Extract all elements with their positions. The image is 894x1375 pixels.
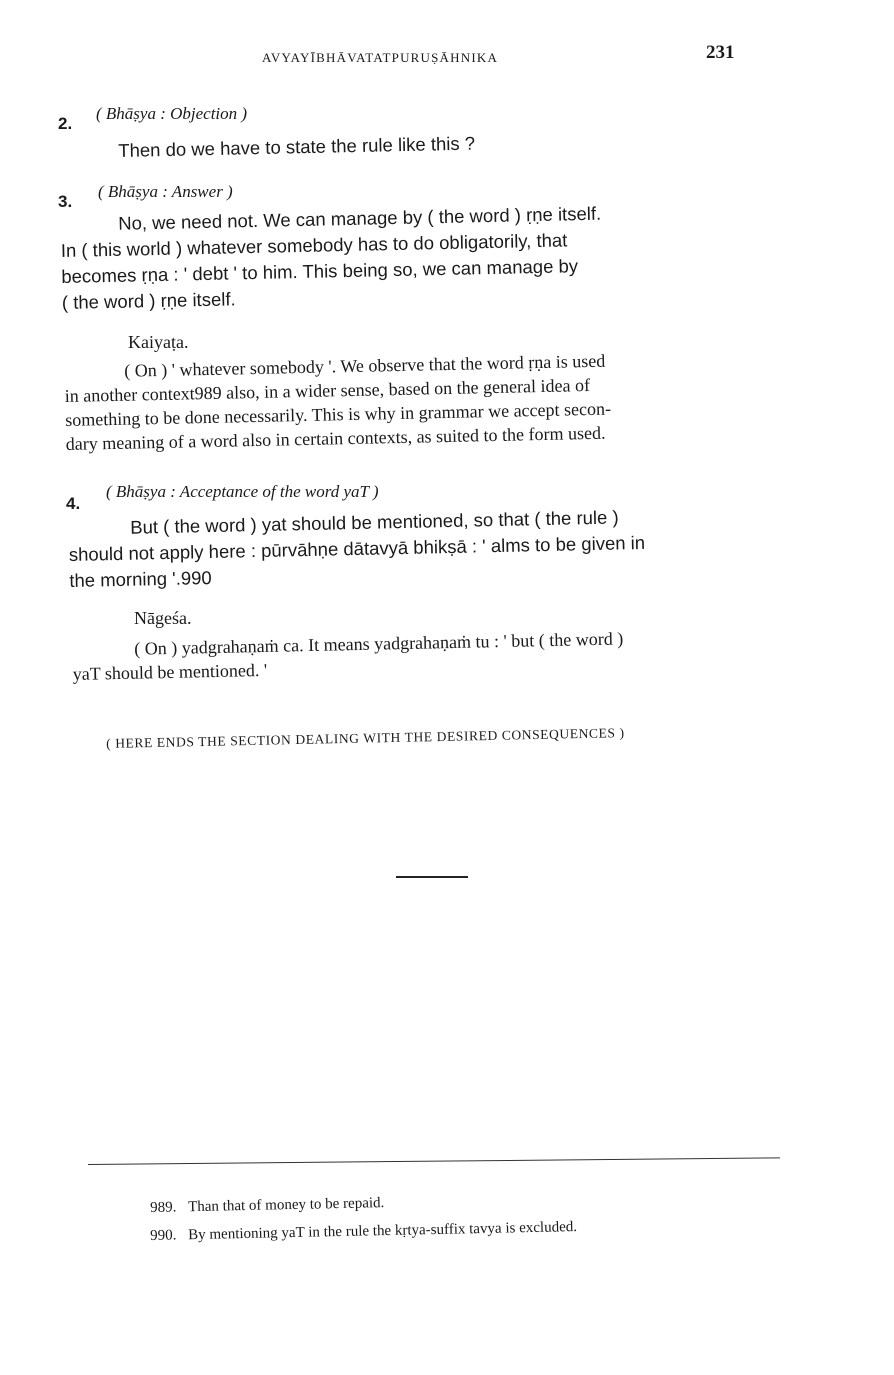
kaiyata-heading: Kaiyaṭa. <box>128 332 189 352</box>
section-4-heading: ( Bhāṣya : Acceptance of the word yaT ) <box>106 482 379 501</box>
section-2-text: Then do we have to state the rule like this ? <box>118 132 476 161</box>
section-3-line-3: becomes ṛṇa : ' debt ' to him. This being so, we can manage by <box>61 255 579 287</box>
section-3-line-1: No, we need not. We can manage by ( the word ) ṛṇe itself. <box>118 202 602 234</box>
section-4-line-2: should not apply here : pūrvāhṇe dātavyā bhikṣā : ' alms to be given in <box>68 531 646 565</box>
section-4-line-1: But ( the word ) yat should be mentioned, so that ( the rule ) <box>130 506 619 538</box>
kaiyata-line-3: something to be done necessarily. This is why in grammar we accept secon- <box>65 398 612 430</box>
section-3-body <box>60 197 782 316</box>
footnote-text: By mentioning yaT in the rule the kṛtya-suffix tavya is excluded. <box>187 1219 578 1244</box>
running-header: AVYAYĪBHĀVATATPURUṢĀHNIKA <box>262 50 499 65</box>
kaiyata-body <box>64 345 782 456</box>
nagesa-body <box>72 623 779 686</box>
footnote-text: Than that of money to be repaid. <box>187 1195 385 1216</box>
nagesa-line-1: ( On ) yadgrahaṇaṁ ca. It means yadgrahaṇaṁ tu : ' but ( the word ) <box>134 628 624 659</box>
section-divider <box>396 876 468 878</box>
section-4-number: 4. <box>66 494 81 513</box>
footnote-rule <box>88 1157 780 1165</box>
page-number: 231 <box>706 42 735 63</box>
footnote-989 <box>150 1187 750 1217</box>
section-4-body <box>68 501 781 594</box>
section-2-number: 2. <box>58 114 73 133</box>
section-3-heading: ( Bhāṣya : Answer ) <box>98 182 233 201</box>
kaiyata-line-1: ( On ) ' whatever somebody '. We observe that the word ṛṇa is used <box>124 350 606 381</box>
section-3-line-2: In ( this world ) whatever somebody has to do obligatorily, that <box>60 229 568 261</box>
footnote-number: 990. <box>150 1227 177 1244</box>
footnote-990 <box>150 1215 760 1245</box>
section-3-number: 3. <box>58 192 73 211</box>
kaiyata-line-4: dary meaning of a word also in certain contexts, as suited to the form used. <box>65 422 606 454</box>
footnote-number: 989. <box>150 1199 177 1216</box>
nagesa-line-2: yaT should be mentioned. ' <box>72 659 268 684</box>
section-4-line-3: the morning '.990 <box>69 567 212 591</box>
kaiyata-line-2: in another context989 also, in a wider sense, based on the general idea of <box>64 374 591 406</box>
section-closing-note: ( HERE ENDS THE SECTION DEALING WITH THE DESIRED CONSEQUENCES ) <box>106 725 625 751</box>
section-2-heading: ( Bhāṣya : Objection ) <box>96 104 248 123</box>
section-3-line-4: ( the word ) ṛṇe itself. <box>61 288 236 313</box>
nagesa-heading: Nāgeśa. <box>134 608 192 628</box>
